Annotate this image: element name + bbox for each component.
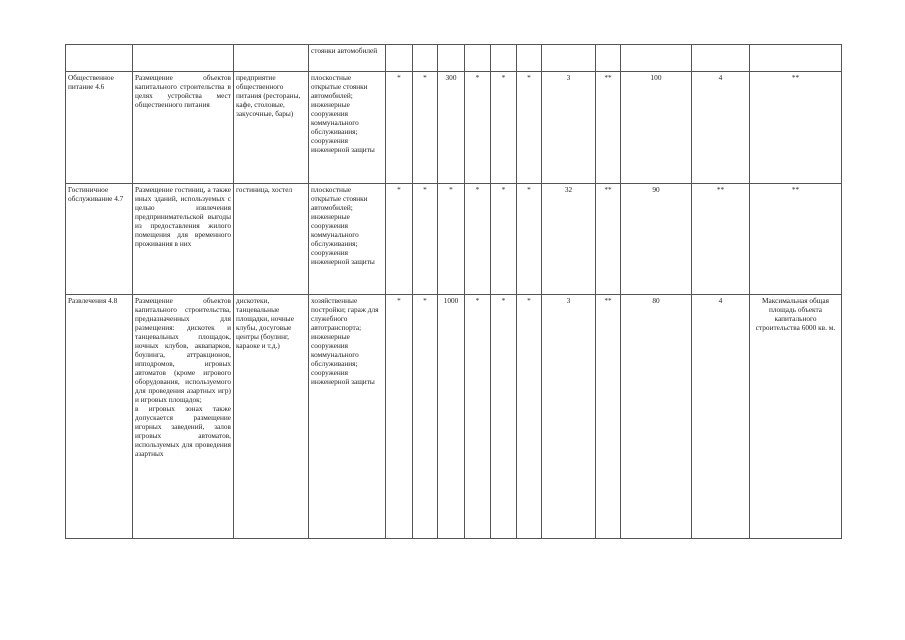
param-cell: * xyxy=(517,184,542,295)
use-type-cell: Общественное питание 4.6 xyxy=(66,72,133,184)
use-type-cell: Гостиничное обслуживание 4.7 xyxy=(66,184,133,295)
param-cell: 80 xyxy=(621,295,692,539)
param-cell: * xyxy=(465,184,491,295)
param-cell xyxy=(413,45,438,72)
table-row xyxy=(66,72,842,184)
param-cell: * xyxy=(491,184,517,295)
param-cell: * xyxy=(465,295,491,539)
param-cell xyxy=(621,45,692,72)
notes-cell: ** xyxy=(750,184,842,295)
use-type-cell: Развлечения 4.8 xyxy=(66,295,133,539)
param-cell: * xyxy=(413,72,438,184)
param-cell: * xyxy=(386,72,413,184)
table-row xyxy=(66,295,842,539)
notes-cell xyxy=(750,45,842,72)
param-cell xyxy=(692,45,750,72)
param-cell xyxy=(438,45,465,72)
param-cell: * xyxy=(465,72,491,184)
use-description-cell xyxy=(133,45,234,72)
param-cell: 100 xyxy=(621,72,692,184)
param-cell: 3 xyxy=(542,295,596,539)
param-cell: 1000 xyxy=(438,295,465,539)
param-cell xyxy=(491,45,517,72)
param-cell xyxy=(465,45,491,72)
param-cell: * xyxy=(413,184,438,295)
param-cell: * xyxy=(413,295,438,539)
param-cell: 3 xyxy=(542,72,596,184)
param-cell: ** xyxy=(596,184,621,295)
examples-cell xyxy=(234,45,309,72)
use-description-cell: Размещение объектов капитального строительства в целях устройства мест общественного питания xyxy=(133,72,234,184)
param-cell: * xyxy=(386,184,413,295)
param-cell: * xyxy=(386,295,413,539)
param-cell xyxy=(517,45,542,72)
auxiliary-use-cell: плоскостные открытые стоянки автомобилей; инженерные сооружения коммунального обслуживания; сооружения инженерной защиты xyxy=(309,72,386,184)
table-row xyxy=(66,45,842,72)
examples-cell: дискотеки, танцевальные площадки, ночные клубы, досуговые центры (боулинг, караоке и т.д.) xyxy=(234,295,309,539)
param-cell: 300 xyxy=(438,72,465,184)
auxiliary-use-cell: плоскостные открытые стоянки автомобилей; инженерные сооружения коммунального обслуживания; сооружения инженерной защиты xyxy=(309,184,386,295)
param-cell: ** xyxy=(596,295,621,539)
param-cell: ** xyxy=(692,184,750,295)
param-cell: ** xyxy=(596,72,621,184)
use-type-cell xyxy=(66,45,133,72)
param-cell xyxy=(596,45,621,72)
param-cell: * xyxy=(517,295,542,539)
auxiliary-use-cell: стоянки автомобилей xyxy=(309,45,386,72)
use-description-cell: Размещение объектов капитального строительства, предназначенных для размещения: дискотек и танцевальных площадок, ночных клубов, аквапарков, боулинга, аттракционов, ипподромов, игровых автоматов (кроме игрового оборудования, используемого для проведения азартных игр) и игровых площадок; в игровых зонах также допускается размещение игорных заведений, залов игровых автоматов, используемых для проведения азартных xyxy=(133,295,234,539)
zoning-regulations-table xyxy=(65,44,842,539)
param-cell: * xyxy=(517,72,542,184)
param-cell: 90 xyxy=(621,184,692,295)
notes-cell: Максимальная общая площадь объекта капитального строительства 6000 кв. м. xyxy=(750,295,842,539)
param-cell: 4 xyxy=(692,72,750,184)
table-row xyxy=(66,184,842,295)
param-cell: * xyxy=(491,295,517,539)
param-cell: * xyxy=(438,184,465,295)
param-cell: 4 xyxy=(692,295,750,539)
param-cell: * xyxy=(491,72,517,184)
param-cell: 32 xyxy=(542,184,596,295)
auxiliary-use-cell: хозяйственные постройки; гараж для служебного автотранспорта; инженерные сооружения коммунального обслуживания; сооружения инженерной защиты xyxy=(309,295,386,539)
examples-cell: гостиница, хостел xyxy=(234,184,309,295)
notes-cell: ** xyxy=(750,72,842,184)
param-cell xyxy=(386,45,413,72)
use-description-cell: Размещение гостиниц, а также иных зданий, используемых с целью извлечения предпринимательской выгоды из предоставления жилого помещения для временного проживания в них xyxy=(133,184,234,295)
examples-cell: предприятие общественного питания (рестораны, кафе, столовые, закусочные, бары) xyxy=(234,72,309,184)
param-cell xyxy=(542,45,596,72)
